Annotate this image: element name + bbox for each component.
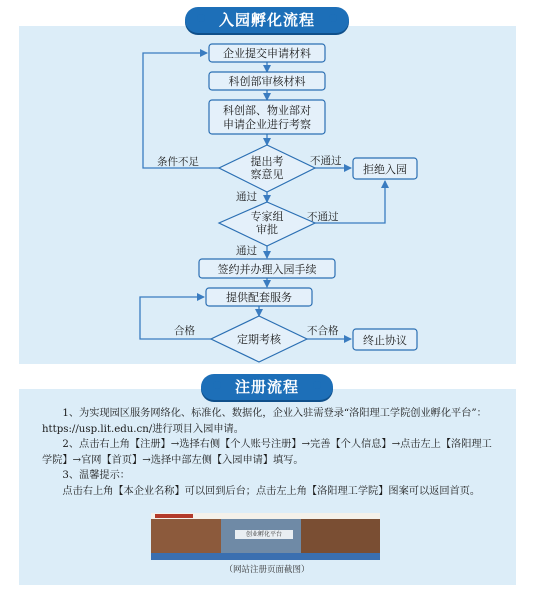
screenshot-building-right [301,519,380,553]
node-sign-label: 签约并办理入园手续 [217,263,317,276]
edge-label-unqualified: 不合格 [307,325,339,337]
website-screenshot [151,513,380,560]
screenshot-navbar [151,553,380,560]
reg-step-1: 1、为实现园区服务网络化、标准化、数据化，企业入驻需登录“洛阳理工学院创业孵化平台”：https://usp.lit.edu.cn/进行项目入园申请。 [42,408,487,435]
edge-cond-fail-loop [143,53,219,168]
flow-title: 入园孵化流程 [185,7,349,33]
edge-label-not-pass-1: 不通过 [310,155,342,167]
screenshot-banner: 创业孵化平台 [235,530,293,539]
node-opinion-label-2: 察意见 [250,168,284,181]
node-assess-label: 定期考核 [237,333,281,346]
screenshot-logo [155,514,193,518]
node-inspect-label-1: 科创部、物业部对 [223,104,311,117]
edge-label-not-pass-2: 不通过 [307,211,339,223]
edge-label-cond-fail: 条件不足 [157,156,199,168]
node-submit-label: 企业提交申请材料 [223,47,311,60]
registration-title: 注册流程 [201,374,333,400]
node-inspect-label-2: 申请企业进行考察 [223,118,311,131]
node-expert-label-2: 审批 [256,223,278,236]
screenshot-building-left [151,519,221,553]
reg-step-3: 3、温馨提示： [62,470,130,481]
screenshot-caption: （网站注册页面截图） [224,565,310,575]
edge-label-pass-1: 通过 [236,191,257,203]
reg-tip: 点击右上角【本企业名称】可以回到后台；点击左上角【洛阳理工学院】图案可以返回首页。 [62,485,481,497]
node-service-label: 提供配套服务 [226,291,292,304]
node-reject-label: 拒绝入园 [363,163,407,176]
edge-label-qualified: 合格 [174,325,195,337]
edge-label-pass-2: 通过 [236,245,257,257]
node-terminate-label: 终止协议 [363,334,407,347]
node-opinion-label-1: 提出考 [250,155,284,168]
registration-instructions [42,406,496,499]
node-expert-label-1: 专家组 [250,210,284,223]
node-review-label: 科创部审核材料 [228,75,306,88]
reg-step-2: 2、点击右上角【注册】→选择右侧【个人账号注册】→完善【个人信息】→点击左上【洛阳理工学院】→官网【首页】→选择中部左侧【入园申请】填写。 [42,439,492,466]
